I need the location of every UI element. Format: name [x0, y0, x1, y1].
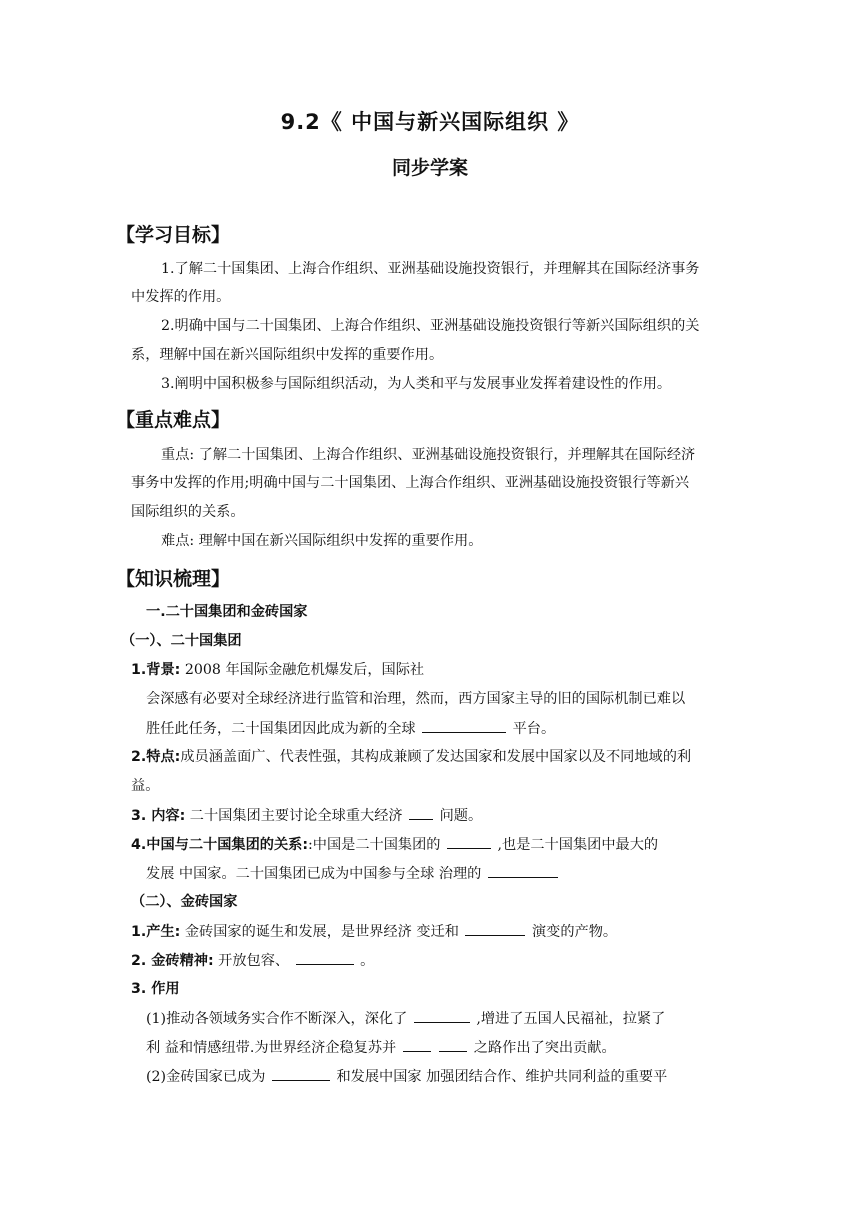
goal-line: 1.了解二十国集团、上海合作组织、亚洲基础设施投资银行，并理解其在国际经济事务: [161, 261, 700, 277]
role-label: 3. 作用: [131, 981, 180, 997]
fill-blank[interactable]: [447, 834, 491, 849]
role-1-line-2: 利 益和情感纽带.为世界经济企稳复苏并 之路作出了突出贡献。: [146, 1037, 616, 1058]
document-subtitle: 同步学案: [391, 157, 468, 179]
sub2-title: （二）、金砖国家: [131, 894, 238, 910]
spirit-line: 2. 金砖精神: 开放包容、 。: [131, 950, 374, 971]
fill-blank[interactable]: [439, 1037, 467, 1052]
features-line-2: 益。: [131, 778, 160, 794]
origin-label: 1.产生:: [131, 924, 181, 940]
role-1-line: (1)推动各领域务实合作不断深入，深化了 ,增进了五国人民福祉，拉紧了: [146, 1008, 665, 1029]
fill-blank[interactable]: [409, 805, 433, 820]
fill-blank[interactable]: [272, 1066, 330, 1081]
sub1-title: （一）、二十国集团: [121, 633, 242, 649]
fill-blank[interactable]: [296, 950, 354, 965]
fill-blank[interactable]: [414, 1008, 470, 1023]
relation-line: 4.中国与二十国集团的关系::中国是二十国集团的 ,也是二十国集团中最大的: [131, 834, 658, 855]
background-line-3: 胜任此任务，二十国集团因此成为新的全球 平台。: [146, 718, 555, 739]
fill-blank[interactable]: [488, 863, 558, 878]
features-label: 2.特点:: [131, 749, 181, 765]
knowledge-heading: 【知识梳理】: [116, 568, 231, 590]
fill-blank[interactable]: [422, 718, 506, 733]
role-2-line: (2)金砖国家已成为 和发展中国家 加强团结合作、维护共同利益的重要平: [146, 1066, 667, 1087]
fill-blank[interactable]: [465, 921, 525, 936]
goal-line: 3.阐明中国积极参与国际组织活动，为人类和平与发展事业发挥着建设性的作用。: [161, 376, 672, 392]
content-line: 3. 内容: 二十国集团主要讨论全球重大经济 问题。: [131, 805, 482, 826]
goal-line: 2.明确中国与二十国集团、上海合作组织、亚洲基础设施投资银行等新兴国际组织的关: [161, 318, 700, 334]
features-line: 2.特点:成员涵盖面广、代表性强，其构成兼顾了发达国家和发展中国家以及不同地域的利: [131, 749, 692, 765]
keypoint-line: 国际组织的关系。: [131, 504, 245, 520]
keypoint-line: 重点: 了解二十国集团、上海合作组织、亚洲基础设施投资银行，并理解其在国际经济: [161, 447, 696, 463]
background-line: 1.背景: 2008 年国际金融危机爆发后，国际社: [131, 662, 425, 678]
relation-label: 4.中国与二十国集团的关系:: [131, 837, 308, 853]
document-title: 9.2《 中国与新兴国际组织 》: [280, 110, 580, 134]
keypoint-line: 难点: 理解中国在新兴国际组织中发挥的重要作用。: [161, 533, 483, 549]
origin-line: 1.产生: 金砖国家的诞生和发展，是世界经济 变迁和 演变的产物。: [131, 921, 617, 942]
relation-line-2: 发展 中国家。二十国集团已成为中国参与全球 治理的: [146, 863, 560, 884]
background-label: 1.背景:: [131, 662, 181, 678]
spirit-label: 2. 金砖精神:: [131, 953, 214, 969]
fill-blank[interactable]: [403, 1037, 431, 1052]
goal-line: 中发挥的作用。: [131, 289, 231, 305]
keypoint-line: 事务中发挥的作用;明确中国与二十国集团、上海合作组织、亚洲基础设施投资银行等新兴: [131, 475, 690, 491]
content-label: 3. 内容:: [131, 808, 186, 824]
background-line-2: 会深感有必要对全球经济进行监管和治理，然而，西方国家主导的旧的国际机制已难以: [146, 691, 686, 707]
goals-heading: 【学习目标】: [116, 224, 231, 246]
goal-line: 系，理解中国在新兴国际组织中发挥的重要作用。: [131, 347, 444, 363]
part1-title: 一.二十国集团和金砖国家: [146, 604, 308, 620]
keypoints-heading: 【重点难点】: [116, 409, 231, 431]
